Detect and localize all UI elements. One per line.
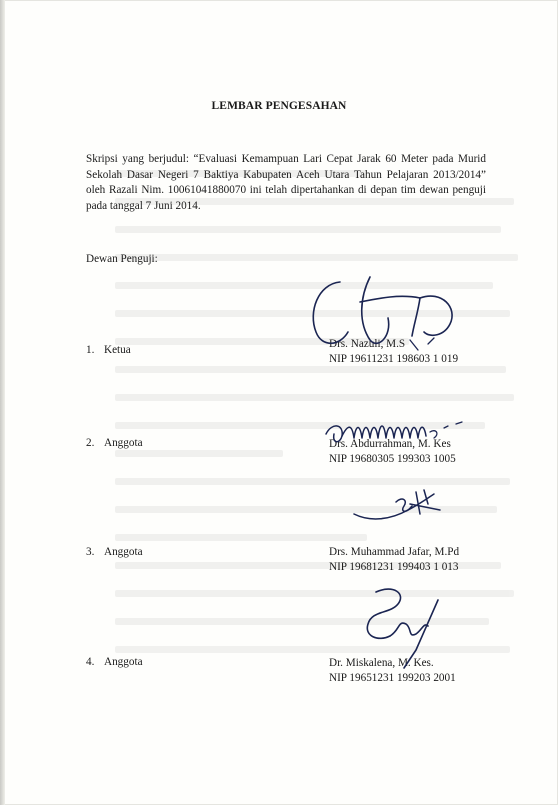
- examiner-3-nip: NIP 19681231 199403 1 013: [329, 561, 459, 573]
- signature-1-image: [300, 262, 470, 362]
- examiner-4-role: [86, 656, 143, 668]
- examiner-2-role: [86, 437, 143, 449]
- examiner-1-role: [86, 344, 131, 356]
- examiner-4-number: 4.: [86, 656, 95, 668]
- examiner-2-number: 2.: [86, 437, 95, 449]
- examiner-3-role: [86, 546, 143, 558]
- signature-2-image: [322, 414, 472, 454]
- examiner-1-name: Drs. Nazuli, M.S: [329, 338, 406, 350]
- document-title: LEMBAR PENGESAHAN: [211, 100, 347, 112]
- signature-4-image: [346, 580, 446, 675]
- examiner-2-name: Drs. Abdurrahman, M. Kes: [329, 438, 451, 450]
- examiner-2-role-text: Anggota: [104, 437, 143, 449]
- examiner-3-name: Drs. Muhammad Jafar, M.Pd: [329, 546, 460, 558]
- approval-paragraph: Skripsi yang berjudul: “Evaluasi Kemampuan Lari Cepat Jarak 60 Meter pada Murid Sekolah Dasar Negeri 7 Baktiya Kabupaten Aceh Utara Tahun Pelajaran 2013/2014” oleh Razali Nim. 10061041880070 ini telah dipertahankan di depan tim dewan penguji pada tanggal 7 Juni 2014.: [86, 153, 486, 212]
- page-edge-shadow: [0, 0, 5, 805]
- examiner-4-role-text: Anggota: [104, 656, 143, 668]
- examiner-2-nip: NIP 19680305 199303 1005: [329, 453, 456, 465]
- examiner-1-nip: NIP 19611231 198603 1 019: [329, 353, 459, 365]
- examiner-3-number: 3.: [86, 546, 95, 558]
- examiner-1-role-text: Ketua: [104, 344, 131, 356]
- panel-label: Dewan Penguji:: [86, 253, 158, 265]
- examiner-1-number: 1.: [86, 344, 95, 356]
- examiner-3-block: [329, 545, 459, 575]
- signature-3-image: [350, 484, 450, 534]
- examiner-4-nip: NIP 19651231 199203 2001: [329, 672, 456, 684]
- examiner-3-role-text: Anggota: [104, 546, 143, 558]
- examiner-4-name: Dr. Miskalena, M. Kes.: [329, 657, 434, 669]
